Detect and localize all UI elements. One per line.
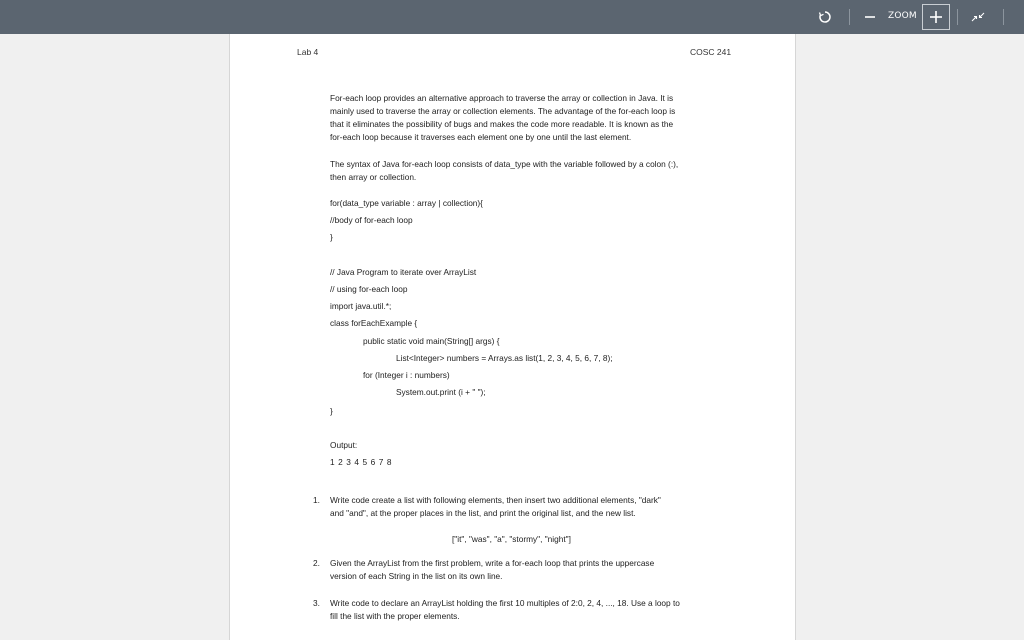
code-line: } [330, 406, 333, 416]
output-value: 1 2 3 4 5 6 7 8 [330, 457, 393, 467]
rotate-icon [818, 10, 832, 24]
code-line: public static void main(String[] args) { [363, 336, 500, 346]
output-label: Output: [330, 440, 358, 450]
question-number: 2. [313, 558, 320, 568]
code-line: System.out.print (i + " "); [396, 387, 486, 397]
intro-line: for-each loop because it traverses each element one by one until the last element. [330, 132, 632, 142]
rotate-button[interactable] [814, 5, 836, 29]
syntax-line: } [330, 232, 333, 242]
zoom-label: ZOOM [888, 11, 917, 21]
intro-line: The syntax of Java for-each loop consists of data_type with the variable followed by a colon (:), [330, 159, 679, 169]
intro-line: For-each loop provides an alternative approach to traverse the array or collection in Java. It is [330, 93, 674, 103]
question-extra: ["it", "was", "a", "stormy", "night"] [452, 534, 571, 544]
question-line: and "and", at the proper places in the list, and print the original list, and the new list. [330, 508, 636, 518]
intro-line: mainly used to traverse the array or collection elements. The advantage of the for-each loop is [330, 106, 676, 116]
question-line: version of each String in the list on its own line. [330, 571, 503, 581]
question-number: 1. [313, 495, 320, 505]
intro-line: that it eliminates the possibility of bugs and makes the code more readable. It is known as the [330, 119, 674, 129]
question-line: Given the ArrayList from the first problem, write a for-each loop that prints the uppercase [330, 558, 655, 568]
collapse-icon [971, 11, 985, 23]
viewer-toolbar [0, 0, 1024, 34]
toolbar-separator [849, 9, 850, 25]
syntax-line: for(data_type variable : array | collection){ [330, 198, 483, 208]
toolbar-separator [957, 9, 958, 25]
question-line: fill the list with the proper elements. [330, 611, 460, 621]
code-line: for (Integer i : numbers) [363, 370, 450, 380]
header-left: Lab 4 [297, 47, 319, 57]
question-number: 3. [313, 598, 320, 608]
toolbar-separator [1003, 9, 1004, 25]
header-right: COSC 241 [690, 47, 732, 57]
code-line: // Java Program to iterate over ArrayList [330, 267, 477, 277]
code-line: // using for-each loop [330, 284, 408, 294]
minus-icon [865, 12, 875, 22]
collapse-button[interactable] [968, 5, 988, 29]
code-line: import java.util.*; [330, 301, 392, 311]
plus-icon [930, 11, 942, 23]
zoom-out-button[interactable] [862, 5, 878, 29]
question-line: Write code create a list with following elements, then insert two additional elements, "dark" [330, 495, 661, 505]
code-line: class forEachExample { [330, 318, 418, 328]
code-line: List<Integer> numbers = Arrays.as list(1, 2, 3, 4, 5, 6, 7, 8); [396, 353, 613, 363]
syntax-line: //body of for-each loop [330, 215, 413, 225]
zoom-in-button[interactable] [922, 4, 950, 30]
question-line: Write code to declare an ArrayList holding the first 10 multiples of 2:0, 2, 4, ..., 18. Use a loop to [330, 598, 680, 608]
intro-line: then array or collection. [330, 172, 417, 182]
